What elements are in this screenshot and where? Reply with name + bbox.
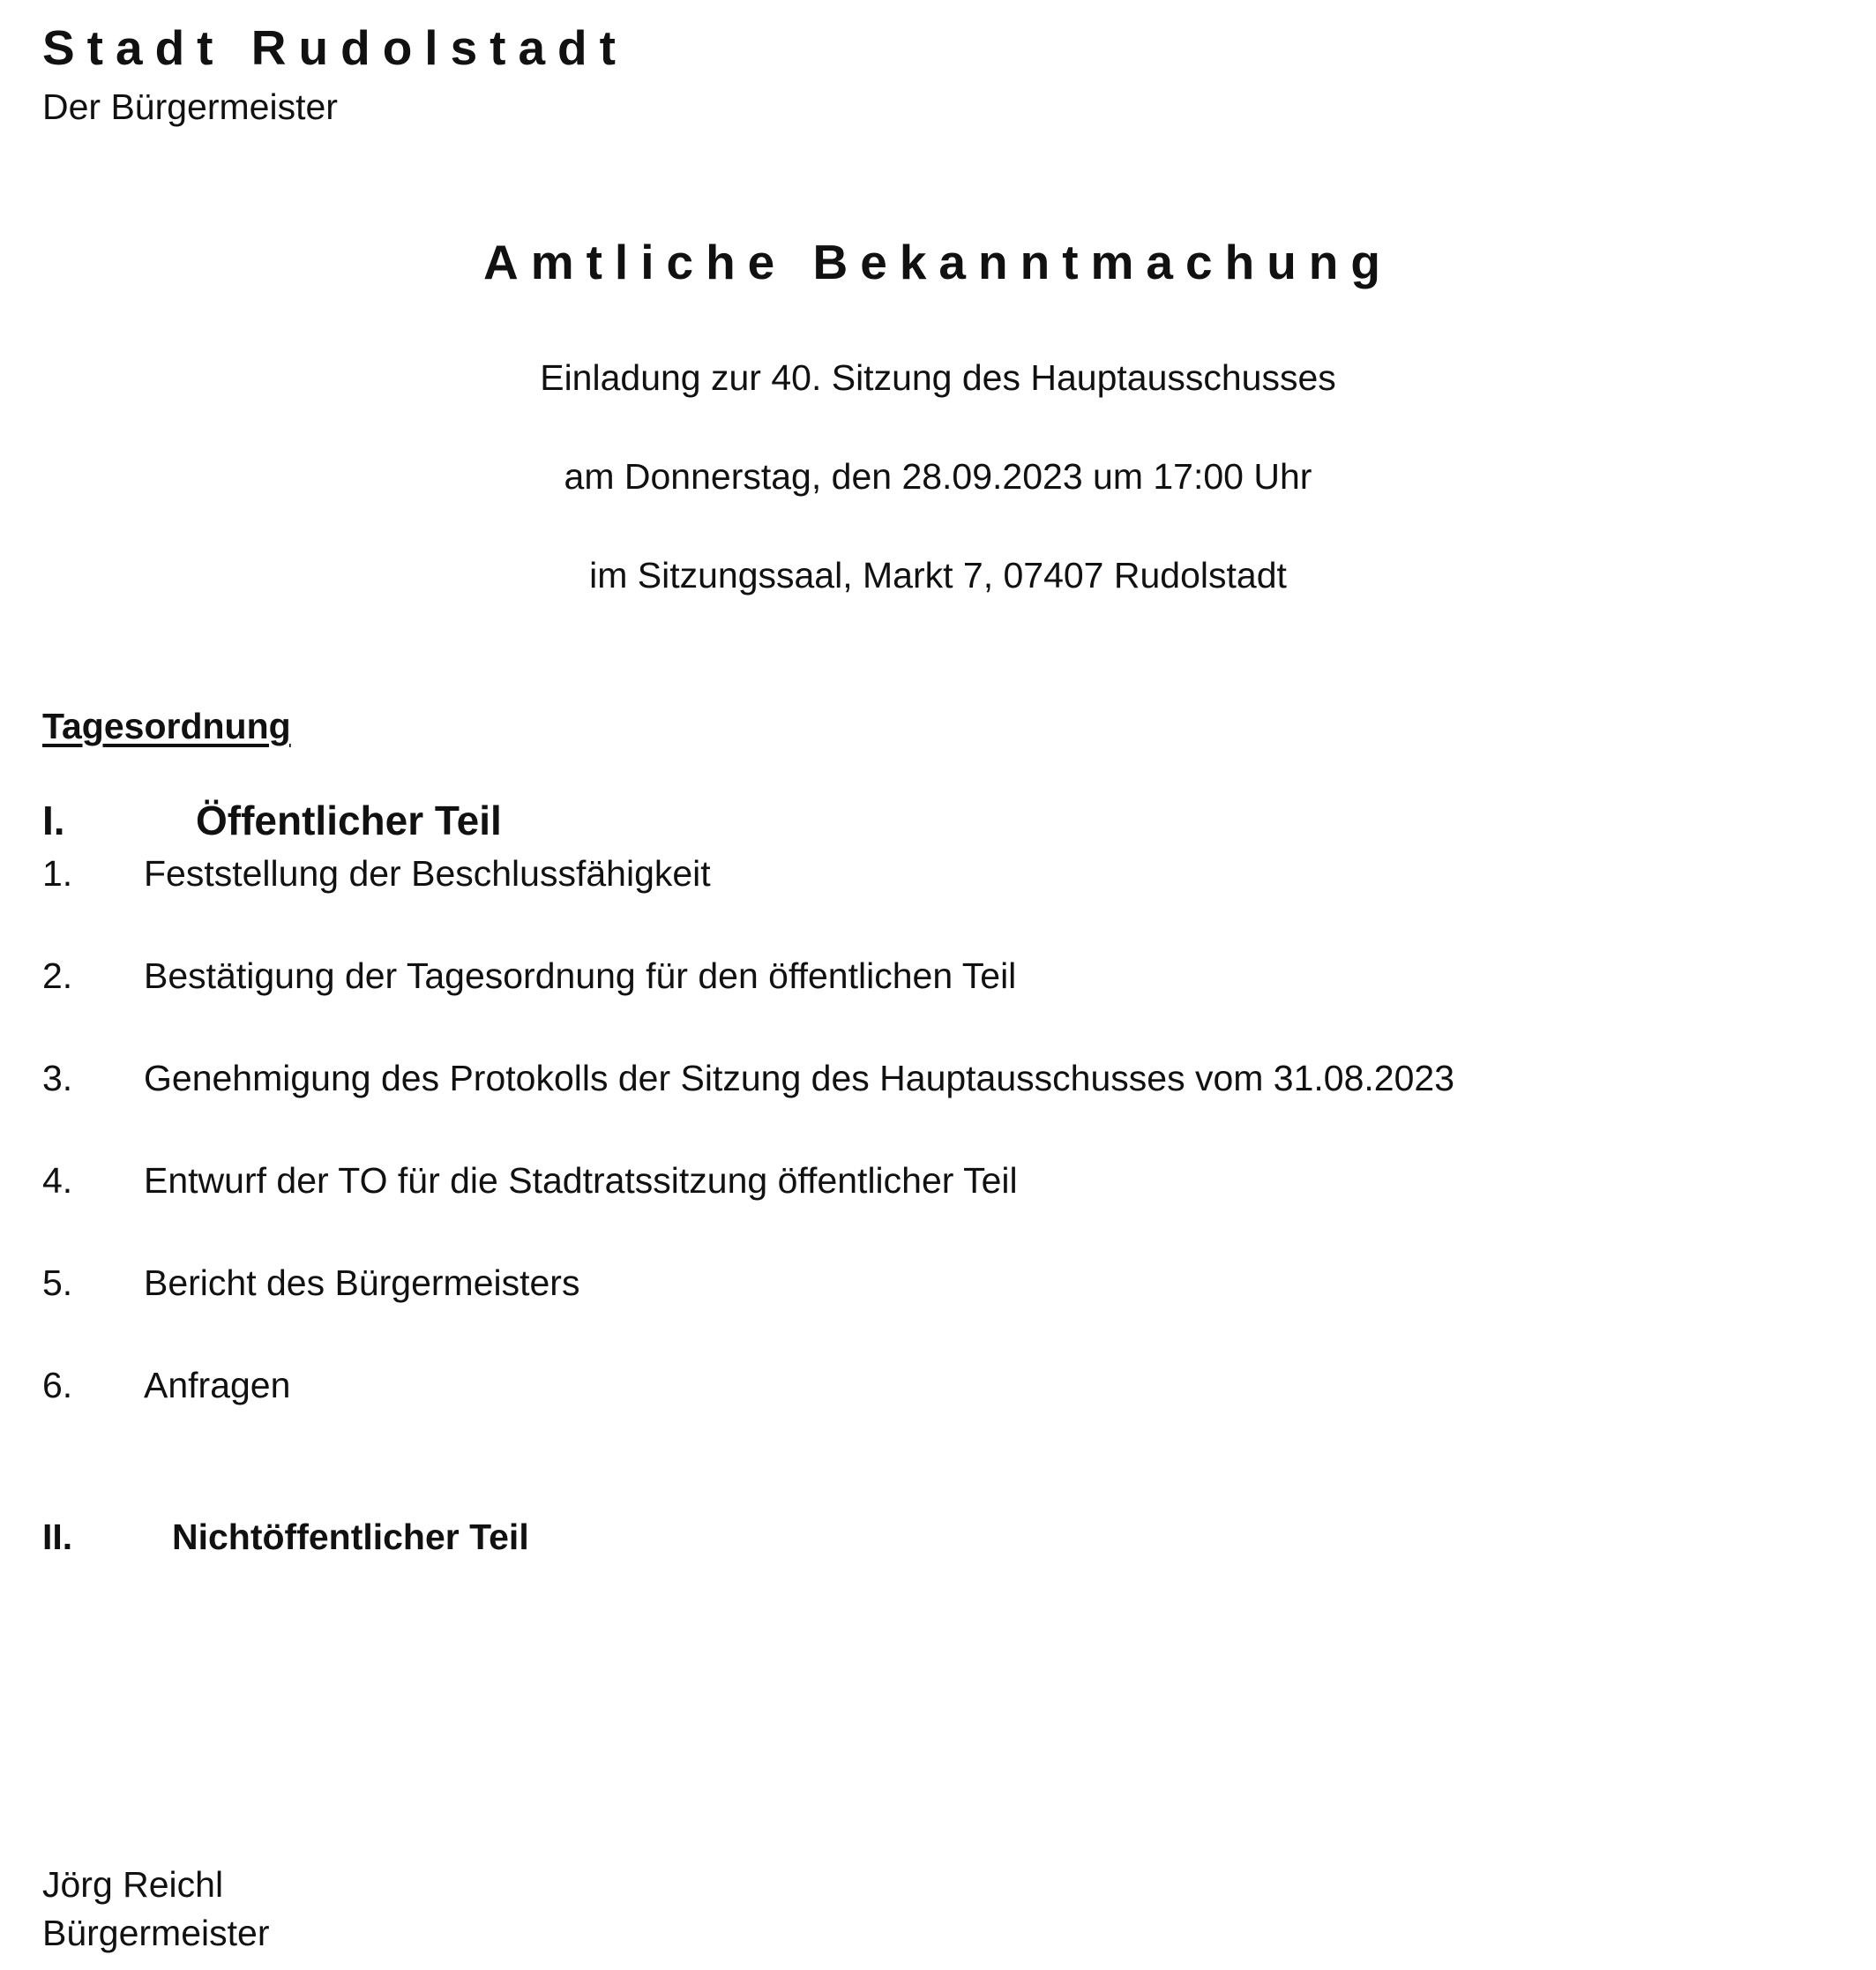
signer-name: Jörg Reichl (42, 1864, 224, 1905)
agenda-item-number: 2. (42, 955, 73, 996)
agenda-item-text: Bericht des Bürgermeisters (144, 1262, 580, 1303)
invitation-line-meeting: Einladung zur 40. Sitzung des Hauptausschusses (540, 357, 1336, 398)
agenda-item-number: 5. (42, 1262, 73, 1303)
agenda-item-number: 6. (42, 1365, 73, 1405)
agenda-heading: Tagesordnung (42, 706, 291, 746)
agenda-item-text: Anfragen (144, 1365, 291, 1405)
section-number: I. (42, 798, 65, 843)
department-label: Der Bürgermeister (42, 86, 338, 127)
section-title: Nichtöffentlicher Teil (172, 1517, 529, 1557)
document-title: Amtliche Bekanntmachung (482, 235, 1393, 289)
invitation-line-date: am Donnerstag, den 28.09.2023 um 17:00 Uhr (564, 456, 1312, 497)
agenda-item-number: 1. (42, 853, 73, 894)
city-name: Stadt Rudolstadt (42, 20, 628, 75)
section-title: Öffentlicher Teil (196, 798, 502, 843)
agenda-item-text: Genehmigung des Protokolls der Sitzung des Hauptausschusses vom 31.08.2023 (144, 1058, 1455, 1098)
agenda-item-number: 4. (42, 1160, 73, 1201)
agenda-item-number: 3. (42, 1058, 73, 1098)
section-number: II. (42, 1517, 73, 1557)
agenda-item-text: Entwurf der TO für die Stadtratssitzung öffentlicher Teil (144, 1160, 1018, 1201)
agenda-item-text: Feststellung der Beschlussfähigkeit (144, 853, 711, 894)
agenda-item-text: Bestätigung der Tagesordnung für den öffentlichen Teil (144, 955, 1017, 996)
signer-role: Bürgermeister (42, 1913, 270, 1953)
invitation-line-location: im Sitzungssaal, Markt 7, 07407 Rudolstadt (589, 555, 1287, 595)
